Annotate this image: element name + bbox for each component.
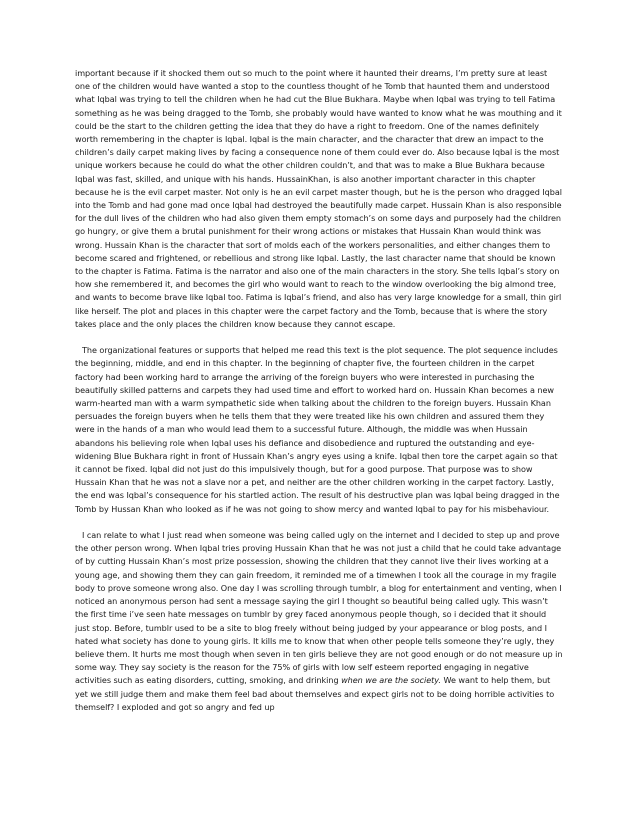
paragraph-text-after: We want to help them, but yet we still judge them and make them feel bad about themselves and expect girls not to be doing horrible activities to themself? I exploded and got so angry and fed up bbox=[75, 675, 555, 712]
paragraph-plot-sequence: The organizational features or supports that helped me read this text is the plot sequence. The plot sequence includes the beginning, middle, and end in this chapter. In the beginning of chapter five, the fourteen children in the carpet factory had been working hard to arrange the arriving of the foreign buyers who were interested in purchasing the beautifully skilled patterns and carpets they had used time and effort to worked hard on. Hussain Khan becomes a new warm-hearted man with a warm sympathetic side when talking about the children to the foreign buyers. Hussain Khan persuades the foreign buyers when he tells them that they were treated like his own children and assured them they were in the hands of a man who would lead them to a successful future. Although, the middle was when Hussain abandons his believing role when Iqbal uses his defiance and disobedience and ruptured the outstanding and eye-widening Blue Bukhara right in front of Hussain Khan’s angry eyes using a knife. Iqbal then tore the carpet again so that it cannot be fixed. Iqbal did not just do this impulsively though, but for a good purpose. That purpose was to show Hussain Khan that he was not a slave nor a pet, and neither are the other children working in the carpet factory. Lastly, the end was Iqbal’s consequence for his startled action. The result of his destructive plan was Iqbal being dragged in the Tomb by Hussan Khan who looked as if he was not going to show mercy and wanted Iqbal to pay for his misbehaviour. bbox=[75, 345, 560, 514]
document-page bbox=[75, 67, 563, 714]
emphasized-phrase: when we are the society. bbox=[341, 675, 441, 686]
paragraph-personal-connection bbox=[75, 529, 563, 714]
paragraph-characters: important because if it shocked them out so much to the point where it haunted their dreams, I’m pretty sure at least one of the children would have wanted a stop to the countless thought of he Tomb that haunted them and understood what Iqbal was trying to tell the children when he had cut the Blue Bukhara. Maybe when Iqbal was trying to tell Fatima something as he was being dragged to the Tomb, she probably would have wanted to know what he was mouthing and it could be the start to the children getting the idea that they do have a right to freedom. One of the names definitely worth remembering in the chapter is Iqbal. Iqbal is the main character, and the character that drew an impact to the children’s daily carpet making lives by facing a consequence none of them could ever do. Also because Iqbal is the most unique workers because he could do what the other children couldn’t, and that was to make a Blue Bukhara because Iqbal was fast, skilled, and unique with his hands. HussainKhan, is also another important character in this chapter because he is the evil carpet master. Not only is he an evil carpet master though, but he is the person who dragged Iqbal into the Tomb and had gone mad once Iqbal had destroyed the beautifully made carpet. Hussain Khan is also responsible for the dull lives of the children who had also given them empty stomach’s on some days and purposely had the children go hungry, or give them a brutal punishment for their wrong actions or mistakes that Hussain Khan would think was wrong. Hussain Khan is the character that sort of molds each of the workers personalities, and either changes them to become scared and frightened, or rebellious and strong like Iqbal. Lastly, the last character name that should be known to the chapter is Fatima. Fatima is the narrator and also one of the main characters in the story. She tells Iqbal’s story on how she remembered it, and becomes the girl who would want to reach to the window overlooking the big almond tree, and wants to become brave like Iqbal too. Fatima is Iqbal’s friend, and also has very large knowledge for a small, thin girl like herself. The plot and places in this chapter were the carpet factory and the Tomb, because that is where the story takes place and the only places the children know because they cannot escape. bbox=[75, 68, 562, 329]
paragraph-text-before: I can relate to what I just read when someone was being called ugly on the internet and I decided to step up and prove the other person wrong. When Iqbal tries proving Hussain Khan that he was not just a child that he could take advantage of by cutting Hussain Khan’s most prize possession, showing the children that they cannot live their lives working at a young age, and showing them they can gain freedom, it reminded me of a timewhen I took all the courage in my fragile body to prove someone wrong also. One day I was scrolling through tumblr, a blog for entertainment and venting, when I noticed an anonymous person had sent a message saying the girl I thought so beautiful being called ugly. This wasn’t the first time i’ve seen hate messages on tumblr by grey faced anonymous people though, so i decided that it should just stop. Before, tumblr used to be a site to blog freely without being judged by your appearance or blog posts, and I hated what society has done to young girls. It kills me to know that when other people tells someone they’re ugly, they believe them. It hurts me most though when seven in ten girls believe they are not good enough or do not measure up in some way. They say society is the reason for the 75% of girls with low self esteem reported engaging in negative activities such as eating disorders, cutting, smoking, and drinking bbox=[75, 530, 563, 686]
